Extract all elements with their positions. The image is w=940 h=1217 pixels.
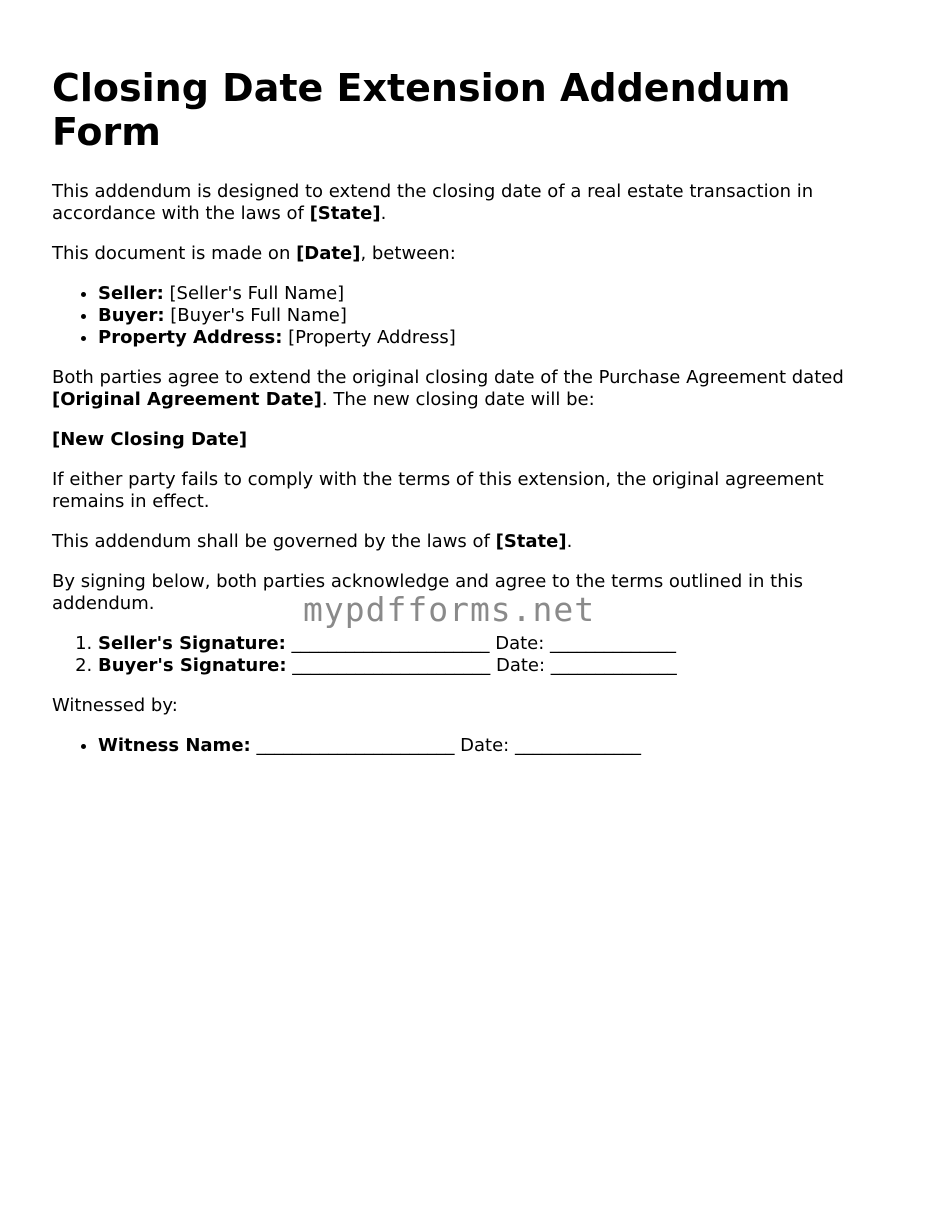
governed-end: . bbox=[566, 531, 573, 552]
agree-text: Both parties agree to extend the original closing date of the Purchase Agreement dated bbox=[52, 367, 844, 388]
seller-signature-line bbox=[98, 633, 882, 655]
parties-list bbox=[52, 283, 882, 349]
intro-text: This addendum is designed to extend the closing date of a real estate transaction in accordance with the laws of bbox=[52, 181, 814, 224]
party-value: [Buyer's Full Name] bbox=[164, 305, 347, 326]
party-label: Property Address: bbox=[98, 327, 283, 348]
intro-state: [State] bbox=[309, 203, 381, 224]
party-value: [Seller's Full Name] bbox=[163, 283, 345, 304]
governed-text: This addendum shall be governed by the laws of bbox=[52, 531, 496, 552]
witness-label: Witness Name: bbox=[98, 735, 251, 756]
made-on-paragraph bbox=[52, 243, 882, 265]
made-on-text: This document is made on bbox=[52, 243, 297, 264]
party-label: Seller: bbox=[98, 283, 164, 304]
agree-paragraph bbox=[52, 367, 882, 411]
agree-end: . The new closing date will be: bbox=[321, 389, 595, 410]
governed-state: [State] bbox=[495, 531, 567, 552]
agree-original-date: [Original Agreement Date] bbox=[52, 389, 322, 410]
signature-label: Seller's Signature: bbox=[98, 633, 286, 654]
party-label: Buyer: bbox=[98, 305, 165, 326]
made-on-end: , between: bbox=[360, 243, 456, 264]
party-seller bbox=[98, 283, 882, 305]
witness-line bbox=[98, 735, 882, 757]
witnessed-by: Witnessed by: bbox=[52, 695, 178, 716]
party-buyer bbox=[98, 305, 882, 327]
watermark: mypdfforms.net bbox=[303, 590, 596, 629]
document bbox=[52, 66, 882, 775]
governed-paragraph bbox=[52, 531, 882, 553]
signature-blank: ______________________ Date: ______________ bbox=[285, 633, 677, 654]
witness-list bbox=[52, 735, 882, 757]
made-on-date: [Date] bbox=[296, 243, 361, 264]
intro-end: . bbox=[380, 203, 387, 224]
witness-blank: ______________________ Date: ______________ bbox=[250, 735, 641, 756]
new-closing-date-paragraph bbox=[52, 429, 882, 451]
party-value: [Property Address] bbox=[282, 327, 456, 348]
signatures-list bbox=[52, 633, 882, 677]
page-title: Closing Date Extension Addendum Form bbox=[52, 66, 791, 154]
new-closing-date: [New Closing Date] bbox=[52, 429, 248, 450]
intro-paragraph bbox=[52, 181, 882, 225]
signing-paragraph: By signing below, both parties acknowledge and agree to the terms outlined in this addendum. bbox=[52, 571, 804, 614]
buyer-signature-line bbox=[98, 655, 882, 677]
signature-blank: ______________________ Date: ______________ bbox=[286, 655, 677, 676]
fail-clause: If either party fails to comply with the terms of this extension, the original agreement remains in effect. bbox=[52, 469, 824, 512]
signature-label: Buyer's Signature: bbox=[98, 655, 287, 676]
party-property bbox=[98, 327, 882, 349]
